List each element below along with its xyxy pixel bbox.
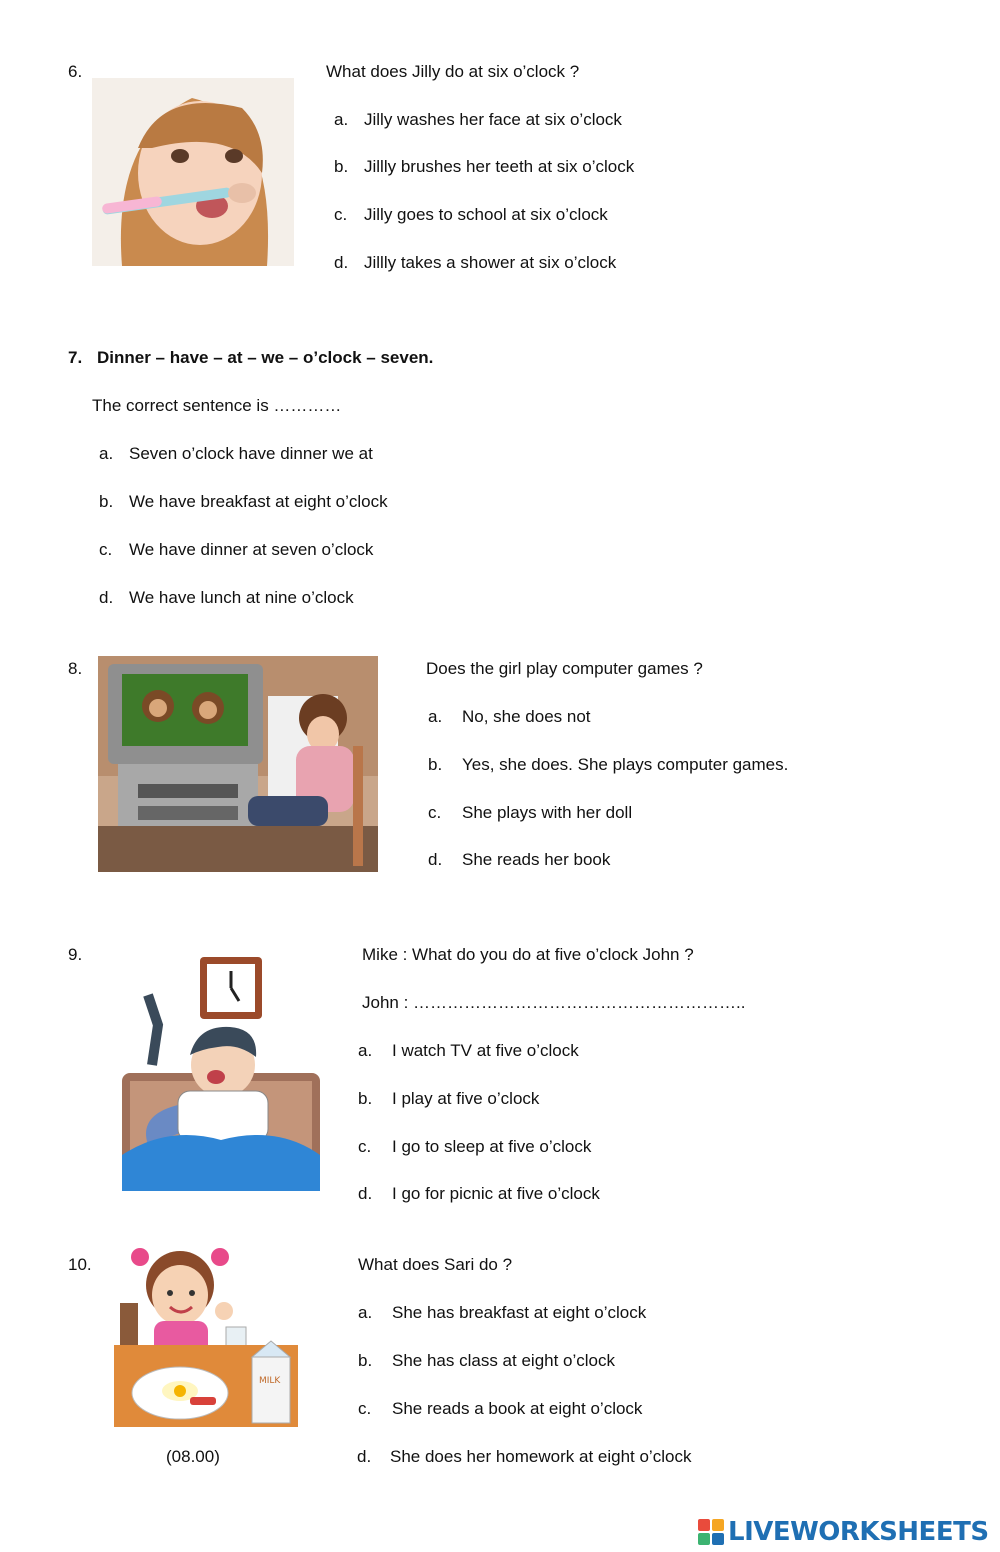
- option-letter: d.: [428, 850, 443, 869]
- question-8-text: Does the girl play computer games ?: [426, 659, 703, 678]
- option-text: She plays with her doll: [462, 803, 633, 822]
- option-letter: c.: [334, 205, 348, 224]
- q7-option-c[interactable]: [99, 540, 373, 560]
- q7-option-d[interactable]: [99, 588, 354, 608]
- question-10-time-caption: (08.00): [166, 1447, 220, 1466]
- q9-option-d[interactable]: [358, 1184, 600, 1204]
- milk-carton-label: MILK: [259, 1376, 281, 1386]
- q8-option-c[interactable]: [428, 803, 632, 823]
- question-7-prompt: [68, 348, 433, 368]
- option-text: Jilly goes to school at six o’clock: [364, 205, 608, 224]
- liveworksheets-logo-icon: [698, 1519, 724, 1545]
- q10-option-a[interactable]: [358, 1303, 646, 1323]
- girl-brushing-teeth-image: [92, 78, 294, 266]
- q8-option-d[interactable]: [428, 850, 610, 870]
- option-letter: b.: [334, 157, 349, 176]
- logo-square-3: [698, 1533, 710, 1545]
- option-letter: a.: [99, 444, 114, 463]
- option-text: We have breakfast at eight o’clock: [129, 492, 388, 511]
- question-6-text: What does Jilly do at six o’clock ?: [326, 62, 580, 81]
- liveworksheets-wordmark: LIVEWORKSHEETS: [728, 1517, 989, 1547]
- question-9-number: 9.: [68, 945, 83, 964]
- q8-option-a[interactable]: [428, 707, 591, 727]
- question-9-dialog-john: John : …………………………………………………..: [362, 993, 746, 1012]
- question-9-dialog-mike: Mike : What do you do at five o’clock John ?: [362, 945, 694, 964]
- option-letter: b.: [358, 1089, 373, 1108]
- q6-option-a[interactable]: [334, 110, 622, 130]
- option-letter: d.: [99, 588, 114, 607]
- q9-option-a[interactable]: [358, 1041, 579, 1061]
- q9-option-b[interactable]: [358, 1089, 539, 1109]
- option-letter: b.: [99, 492, 114, 511]
- q6-option-c[interactable]: [334, 205, 608, 225]
- option-letter: c.: [358, 1137, 372, 1156]
- option-text: Seven o’clock have dinner we at: [129, 444, 373, 463]
- option-letter: b.: [358, 1351, 373, 1370]
- question-7-instruction: The correct sentence is …………: [92, 396, 342, 415]
- option-text: She has breakfast at eight o’clock: [392, 1303, 647, 1322]
- option-text: She reads her book: [462, 850, 611, 869]
- q6-option-b[interactable]: [334, 157, 634, 177]
- option-letter: a.: [358, 1303, 373, 1322]
- logo-square-2: [712, 1519, 724, 1531]
- question-7-number: 7.: [68, 348, 83, 367]
- option-text: I go to sleep at five o’clock: [392, 1137, 592, 1156]
- option-text: We have lunch at nine o’clock: [129, 588, 354, 607]
- q10-option-c[interactable]: [358, 1399, 642, 1419]
- option-letter: d.: [334, 253, 349, 272]
- option-text: I watch TV at five o’clock: [392, 1041, 579, 1060]
- option-letter: a.: [334, 110, 349, 129]
- q8-option-b[interactable]: [428, 755, 788, 775]
- q10-option-b[interactable]: [358, 1351, 615, 1371]
- option-text: She reads a book at eight o’clock: [392, 1399, 643, 1418]
- q10-option-d[interactable]: [357, 1447, 691, 1467]
- girl-watching-tv-image: [98, 656, 378, 872]
- option-text: Jillly takes a shower at six o’clock: [364, 253, 617, 272]
- option-text: We have dinner at seven o’clock: [129, 540, 374, 559]
- option-text: Jillly brushes her teeth at six o’clock: [364, 157, 635, 176]
- liveworksheets-logo[interactable]: [698, 1516, 989, 1548]
- option-letter: c.: [99, 540, 113, 559]
- question-7-scramble: Dinner – have – at – we – o’clock – seven.: [97, 348, 434, 367]
- option-text: She does her homework at eight o’clock: [390, 1447, 692, 1466]
- option-letter: d.: [358, 1184, 373, 1203]
- question-8-number: 8.: [68, 659, 83, 678]
- q7-option-b[interactable]: [99, 492, 388, 512]
- logo-square-1: [698, 1519, 710, 1531]
- option-text: Yes, she does. She plays computer games.: [462, 755, 789, 774]
- question-10-text: What does Sari do ?: [358, 1255, 513, 1274]
- option-letter: c.: [428, 803, 442, 822]
- q6-option-d[interactable]: [334, 253, 616, 273]
- option-letter: a.: [428, 707, 443, 726]
- logo-square-4: [712, 1533, 724, 1545]
- option-letter: b.: [428, 755, 443, 774]
- option-letter: a.: [358, 1041, 373, 1060]
- option-text: She has class at eight o’clock: [392, 1351, 616, 1370]
- boy-waking-up-image: [118, 955, 324, 1195]
- option-letter: d.: [357, 1447, 372, 1466]
- option-text: I go for picnic at five o’clock: [392, 1184, 600, 1203]
- option-text: Jilly washes her face at six o’clock: [364, 110, 622, 129]
- q9-option-c[interactable]: [358, 1137, 591, 1157]
- question-6-number: 6.: [68, 62, 83, 81]
- option-text: I play at five o’clock: [392, 1089, 540, 1108]
- girl-having-breakfast-image: [114, 1245, 298, 1427]
- q7-option-a[interactable]: [99, 444, 373, 464]
- option-letter: c.: [358, 1399, 372, 1418]
- option-text: No, she does not: [462, 707, 591, 726]
- question-10-number: 10.: [68, 1255, 92, 1274]
